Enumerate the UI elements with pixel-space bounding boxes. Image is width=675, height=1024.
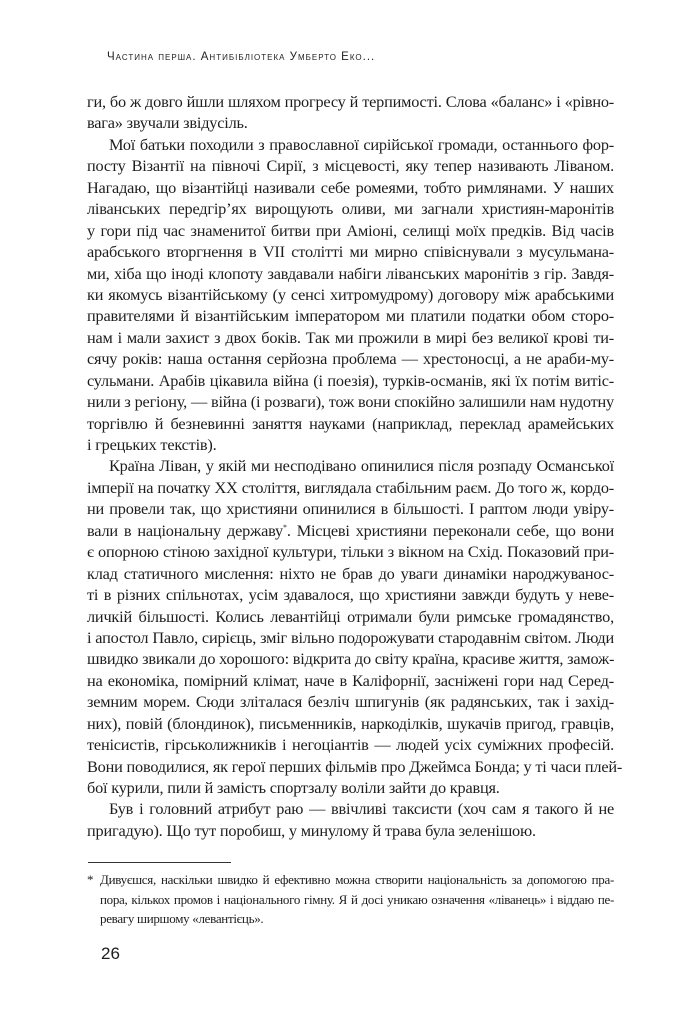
text-line: імперії на початку XX століття, виглядала стабільним раєм. До того ж, кордо-: [87, 477, 614, 497]
footnote-line: ревагу ширшому «левантієць».: [100, 911, 264, 926]
text-line: сульмани. Арабів цікавила війна (і поезія), турків-османів, які їх потім витіс-: [87, 370, 614, 390]
text-line: Вони поводилися, як герої перших фільмів про Джеймса Бонда; у ті часи плей-: [87, 756, 623, 776]
text-line: вали в національну державу*. Місцеві християни переконали себе, що вони: [87, 520, 614, 540]
text-line: швидко звикали до хорошого: відкрита до світу країна, красиве життя, замож-: [87, 649, 615, 669]
text-line: пригадую). Що тут поробиш, у минулому й трава була зеленішою.: [87, 820, 536, 840]
footnote-text: [100, 870, 614, 929]
text-line: посту Візантії на півночі Сирії, з місцевості, яку тепер називають Ліваном.: [87, 156, 614, 176]
text-line: ліванських передгір’ях вирощують оливи, ми загнали християн-маронітів: [87, 199, 614, 219]
page-number: 26: [101, 944, 120, 963]
text-line: вага» звучали звідусіль.: [87, 113, 248, 133]
footnote-reference[interactable]: *: [283, 522, 287, 532]
text-line: Країна Ліван, у якій ми несподівано опинилися після розпаду Османської: [109, 456, 614, 476]
text-line: них), повій (блондинок), письменників, наркоділків, шукачів пригод, гравців,: [87, 713, 614, 733]
text-line: нам і мали захист з двох боків. Так ми прожили в мирі без великої крові ти-: [87, 327, 614, 347]
footnote: [87, 870, 614, 929]
text-line: ті в різних спільнотах, усім здавалося, що християни завжди будуть у неве-: [87, 585, 614, 605]
text-line: на економіка, помірний клімат, наче в Каліфорнії, засніжені гори над Серед-: [87, 670, 614, 690]
text-line: Мої батьки походили з православної сирійської громади, останнього фор-: [109, 134, 614, 154]
text-line: земним морем. Сюди зліталася безліч шпигунів (як радянських, так і захід-: [87, 692, 614, 712]
paragraph: [87, 134, 614, 456]
text-line: клад статичного мислення: ніхто не брав до уваги динаміки народжуванос-: [87, 563, 614, 583]
running-head: Частина перша. Антибібліотека Умберто Еко...: [107, 51, 376, 63]
text-line: нили з регіону, — війна (і розваги), тож вони спокійно залишили нам нудотну: [87, 392, 614, 412]
text-line: ги, бо ж довго йшли шляхом прогресу й терпимості. Слова «баланс» і «рівно-: [87, 92, 614, 111]
footnote-line: Дивуєшся, наскільки швидко й ефективно можна створити національність за допомогою пра-: [100, 872, 614, 887]
footnote-line: пора, кількох промов і національного гімну. Я й досі уникаю означення «ліванець» і віддаю пе-: [100, 891, 614, 907]
text-line: і грецьких текстів).: [87, 435, 217, 454]
text-line: є опорною стіною західної культури, тільки з вікном на Схід. Показовий при-: [87, 542, 614, 562]
text-line: сячу років: наша остання серйозна проблема — хрестоносці, а не араби-му-: [87, 349, 614, 369]
paragraph: [87, 455, 623, 798]
text-line: Нагадаю, що візантійці називали себе ромеями, тобто римлянами. У наших: [87, 177, 614, 197]
text-line: торгівлю й безневинні заняття науками (наприклад, переклад арамейських: [87, 413, 614, 433]
text-line: личкій більшості. Колись левантійці отримали були римське громадянство,: [87, 606, 614, 626]
text-line: ни провели так, що християни опинилися в більшості. І раптом люди увіру-: [87, 499, 614, 519]
text-line: і апостол Павло, сирієць, зміг вільно подорожувати стародавнім світом. Люди: [87, 627, 614, 647]
text-line: ми, хіба що іноді клопоту завдавали набіги ліванських маронітів з гір. Завдя-: [87, 263, 614, 283]
text-line: Був і головний атрибут раю — ввічливі таксисти (хоч сам я такого й не: [109, 799, 614, 819]
footnote-mark: *: [87, 872, 94, 887]
text-line: тенісистів, гірськолижників і негоціантів — людей усіх суміжних професій.: [87, 735, 614, 755]
main-text: [87, 91, 623, 841]
text-line: арабського вторгнення в VII столітті ми мирно співіснували з мусульмана-: [87, 242, 614, 262]
text-line: ки якомусь візантійському (у сенсі хитромудрому) договору між арабськими: [87, 284, 614, 304]
footnote-divider: [88, 862, 231, 863]
paragraph: [87, 91, 614, 134]
text-line: правителями й візантійським імператором ми платили податки обом сторо-: [87, 306, 614, 326]
text-line: бої курили, пили й замість спортзалу воліли зайти до кравця.: [87, 778, 500, 797]
paragraph: [87, 798, 614, 841]
text-line: у гори під час знаменитої битви при Аміоні, селищі моїх предків. Від часів: [87, 220, 614, 240]
